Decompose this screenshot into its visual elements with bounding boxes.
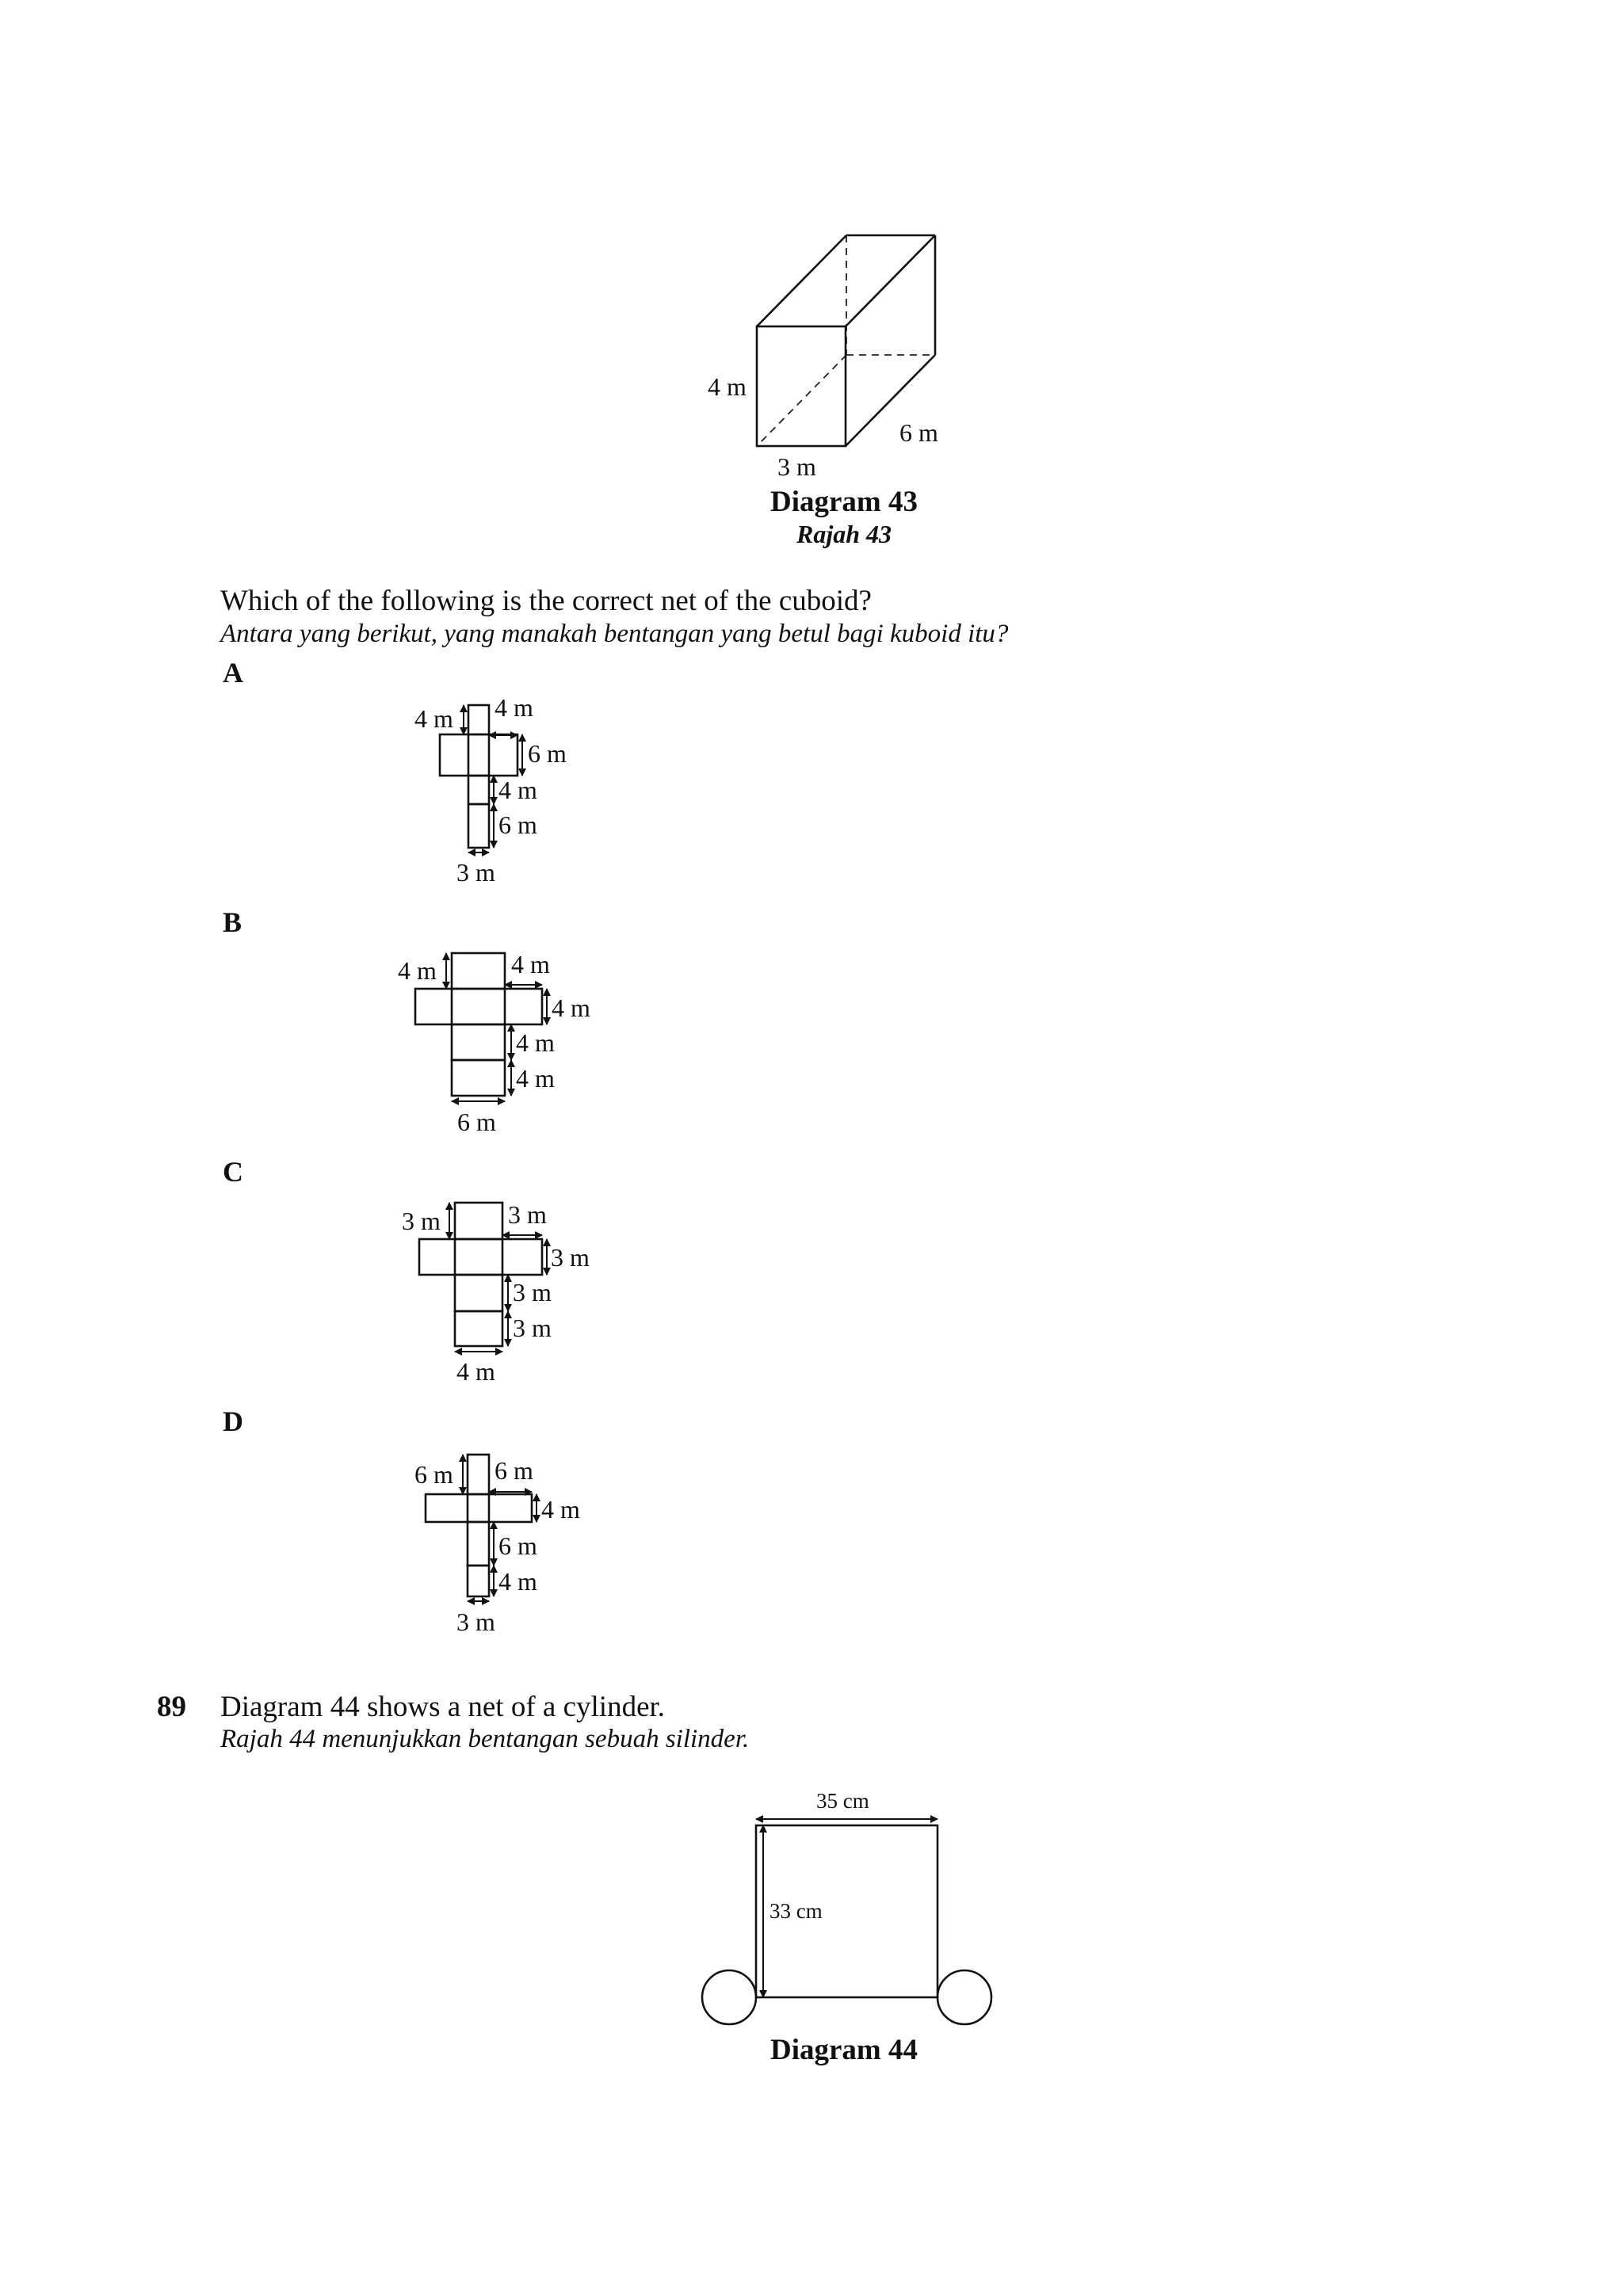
net-d-label-2: 6 m: [495, 1456, 533, 1485]
diagram-44-caption: Diagram 44: [770, 2034, 918, 2066]
option-d-net: [414, 1455, 580, 1636]
cuboid-diagram: [708, 235, 938, 481]
option-c-net: [402, 1200, 590, 1386]
net-d-label-3: 4 m: [541, 1495, 580, 1524]
option-a-net: [414, 693, 567, 887]
cuboid-width-label: 3 m: [777, 452, 816, 481]
option-a-letter: A: [223, 657, 243, 688]
net-d-label-5: 4 m: [498, 1567, 537, 1596]
cuboid-depth-label: 6 m: [899, 418, 938, 447]
net-b-label-2: 4 m: [511, 950, 550, 978]
option-b-letter: B: [223, 906, 242, 938]
option-c-letter: C: [223, 1156, 243, 1188]
diagram-43-caption: Diagram 43: [770, 486, 918, 518]
question-text: Which of the following is the correct net of the cuboid?: [220, 585, 872, 617]
question-number: 89: [157, 1691, 186, 1723]
net-b-label-5: 4 m: [516, 1064, 555, 1093]
cylinder-width-label: 35 cm: [816, 1789, 869, 1813]
net-a-label-4: 4 m: [498, 776, 537, 804]
net-a-label-1: 4 m: [414, 704, 453, 733]
net-d-label-1: 6 m: [414, 1460, 453, 1489]
net-d-label-6: 3 m: [456, 1608, 495, 1636]
question-89-text: Diagram 44 shows a net of a cylinder.: [220, 1691, 666, 1723]
net-a-label-2: 4 m: [495, 693, 533, 722]
net-c-label-6: 4 m: [456, 1357, 495, 1386]
net-b-label-6: 6 m: [457, 1108, 496, 1136]
cuboid-height-label: 4 m: [708, 372, 747, 401]
net-d-label-4: 6 m: [498, 1531, 537, 1560]
net-c-label-3: 3 m: [551, 1243, 590, 1272]
net-c-label-2: 3 m: [508, 1200, 547, 1229]
net-b-label-1: 4 m: [398, 956, 437, 985]
question-text-ms: Antara yang berikut, yang manakah bentangan yang betul bagi kuboid itu?: [220, 620, 1009, 648]
net-a-label-5: 6 m: [498, 810, 537, 839]
cylinder-net-diagram: [702, 1789, 991, 2024]
net-b-label-3: 4 m: [552, 994, 590, 1022]
net-c-label-1: 3 m: [402, 1207, 441, 1235]
option-b-net: [398, 950, 590, 1136]
cylinder-height-label: 33 cm: [769, 1899, 823, 1923]
diagram-43-caption-ms: Rajah 43: [796, 520, 892, 548]
net-c-label-4: 3 m: [513, 1278, 552, 1306]
net-b-label-4: 4 m: [516, 1028, 555, 1057]
net-a-label-3: 6 m: [528, 739, 567, 768]
net-c-label-5: 3 m: [513, 1314, 552, 1342]
option-d-letter: D: [223, 1405, 243, 1437]
question-89-text-ms: Rajah 44 menunjukkan bentangan sebuah silinder.: [220, 1725, 750, 1753]
net-a-label-6: 3 m: [456, 858, 495, 887]
